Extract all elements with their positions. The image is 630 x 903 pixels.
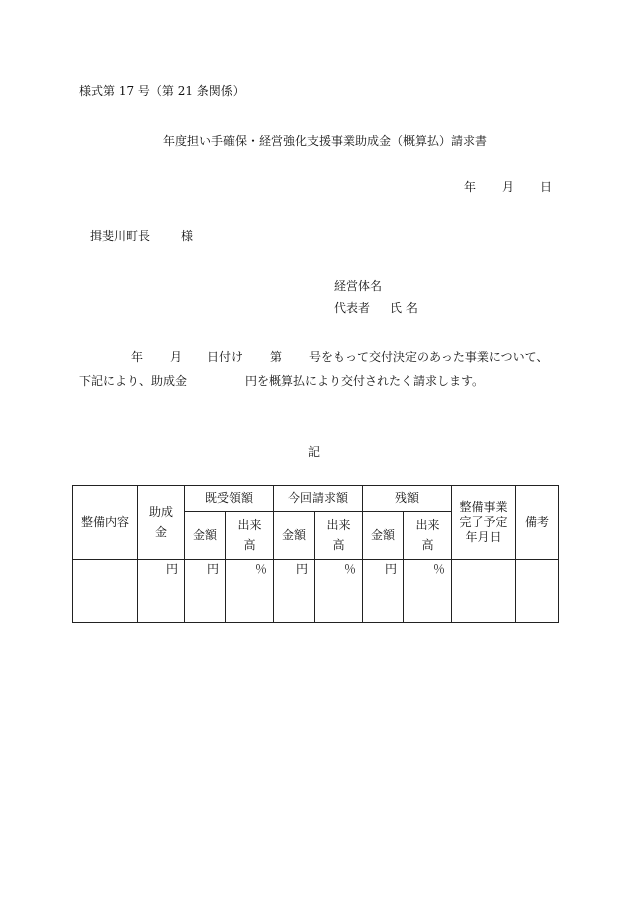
- cell-content: [73, 559, 138, 622]
- body-dated: 日付け: [207, 350, 244, 364]
- header-content: 整備内容: [73, 486, 138, 560]
- table-row: [73, 559, 559, 622]
- body-year: 年: [131, 350, 144, 364]
- header-received-progress: 出来 高: [226, 512, 274, 559]
- cell-completion: [452, 559, 516, 622]
- representative-label: 代表者: [334, 301, 371, 315]
- cell-current-progress-unit: ％: [315, 559, 363, 622]
- cell-grant-unit: 円: [138, 559, 185, 622]
- representative-name-label: 氏 名: [390, 301, 418, 315]
- body-line1-text: 号をもって交付決定のあった事業について、: [309, 350, 549, 364]
- form-number: 様式第 17 号（第 21 条関係）: [79, 84, 245, 98]
- header-completion: 整備事業 完了予定 年月日: [452, 486, 516, 560]
- cell-remarks: [516, 559, 559, 622]
- ki-heading: 記: [308, 445, 321, 459]
- grant-request-table: [72, 485, 559, 623]
- addressee-name: 揖斐川町長: [90, 229, 151, 243]
- document-title: 年度担い手確保・経営強化支援事業助成金（概算払）請求書: [163, 134, 488, 148]
- body-month: 月: [170, 350, 183, 364]
- cell-received-amount-unit: 円: [185, 559, 226, 622]
- cell-current-amount-unit: 円: [274, 559, 315, 622]
- date-year-label: 年: [464, 180, 477, 194]
- cell-received-progress-unit: ％: [226, 559, 274, 622]
- header-received-amount: 金額: [185, 512, 226, 559]
- cell-remaining-amount-unit: 円: [363, 559, 404, 622]
- body-dai: 第: [270, 350, 283, 364]
- header-received: 既受領額: [185, 486, 274, 512]
- body-line2-suffix: 円を概算払により交付されたく請求します。: [245, 374, 485, 388]
- header-grant: 助成 金: [138, 486, 185, 560]
- date-month-label: 月: [502, 180, 515, 194]
- body-line2-prefix: 下記により、助成金: [79, 374, 188, 388]
- header-current-amount: 金額: [274, 512, 315, 559]
- entity-name-label: 経営体名: [334, 279, 383, 293]
- header-current: 今回請求額: [274, 486, 363, 512]
- header-remaining: 残額: [363, 486, 452, 512]
- cell-remaining-progress-unit: ％: [404, 559, 452, 622]
- date-day-label: 日: [540, 180, 553, 194]
- header-remaining-amount: 金額: [363, 512, 404, 559]
- addressee-honorific: 様: [181, 229, 194, 243]
- header-remaining-progress: 出来 高: [404, 512, 452, 559]
- header-current-progress: 出来 高: [315, 512, 363, 559]
- header-remarks: 備考: [516, 486, 559, 560]
